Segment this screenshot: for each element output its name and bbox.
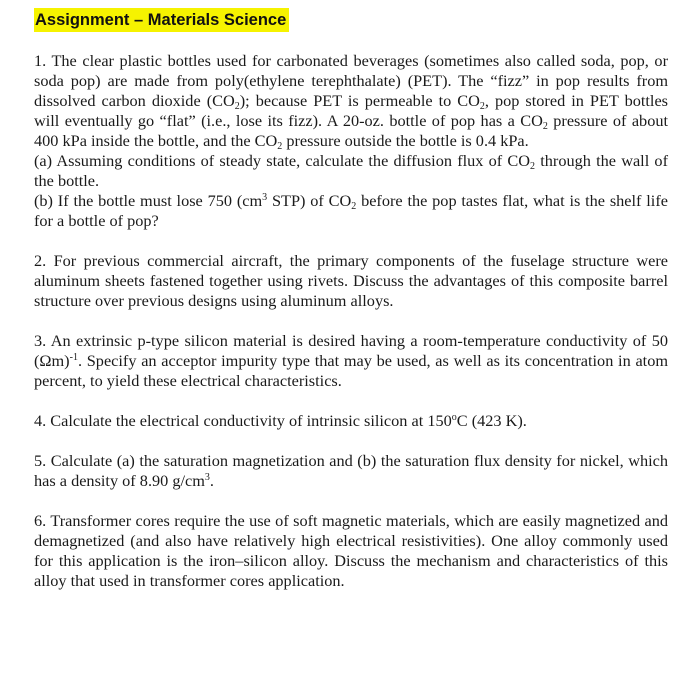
question-1	[34, 51, 668, 151]
q1-text: , pop stored in PET bottles will eventually go “flat” (i.e., lose its fizz). A 20-oz. bottle of pop has a CO	[34, 91, 669, 130]
q1-text: pressure outside the bottle is 0.4 kPa.	[282, 131, 529, 150]
superscript: 3	[262, 192, 268, 203]
q5-text: .	[209, 471, 214, 490]
question-1-part-a	[34, 151, 668, 191]
q1b-text: STP) of CO	[267, 191, 352, 210]
question-2: 2. For previous commercial aircraft, the primary components of the fuselage structure were aluminum sheets fastened together using rivets. Discuss the advantages of this composite barrel structure over previous designs using aluminum alloys.	[34, 251, 668, 310]
superscript: -1	[69, 352, 78, 363]
question-1-part-b	[34, 191, 668, 231]
q1a-text: through the wall of the bottle.	[34, 151, 668, 190]
q4-text: 4. Calculate the electrical conductivity of intrinsic silicon at 150	[34, 411, 452, 430]
page-title: Assignment – Materials Science	[34, 8, 289, 32]
subscript: 2	[479, 101, 485, 112]
subscript: 2	[234, 101, 240, 112]
q1-text: pressure of about 400 kPa inside the bottle, and the CO	[34, 111, 668, 150]
q1a-text: (a) Assuming conditions of steady state, calculate the diffusion flux of CO	[34, 151, 531, 170]
document	[34, 8, 668, 591]
question-5	[34, 451, 668, 491]
q1b-text: before the pop tastes flat, what is the shelf life for a bottle of pop?	[34, 191, 668, 230]
question-3	[34, 331, 668, 391]
q3-text: . Specify an acceptor impurity type that may be used, as well as its concentration in atom percent, to yield these electrical characteristics.	[34, 351, 668, 390]
question-4	[34, 411, 668, 431]
question-6: 6. Transformer cores require the use of soft magnetic materials, which are easily magnetized and demagnetized (and also have relatively high electrical resistivities). One alloy commonly used for this application is the iron–silicon alloy. Discuss the mechanism and characteristics of this alloy that used in transformer cores application.	[34, 511, 668, 590]
subscript: 2	[277, 141, 283, 152]
subscript: 2	[530, 161, 536, 172]
q1-text: ); because PET is permeable to CO	[239, 91, 480, 110]
q3-text: 3. An extrinsic p-type silicon material is desired having a room-temperature conductivity of 50 (Ωm)	[34, 331, 668, 370]
q4-text: C (423 K).	[456, 411, 527, 430]
superscript: o	[451, 412, 457, 423]
subscript: 2	[351, 201, 357, 212]
q1b-text: (b) If the bottle must lose 750 (cm	[34, 191, 263, 210]
q5-text: 5. Calculate (a) the saturation magnetization and (b) the saturation flux density for nickel, which has a density of 8.90 g/cm	[34, 451, 668, 490]
superscript: 3	[204, 472, 210, 483]
q1-text: 1. The clear plastic bottles used for carbonated beverages (sometimes also called soda, pop, or soda pop) are made from poly(ethylene terephthalate) (PET). The “fizz” in pop results from dissolved carbon dioxide (CO	[34, 51, 668, 110]
subscript: 2	[542, 121, 548, 132]
